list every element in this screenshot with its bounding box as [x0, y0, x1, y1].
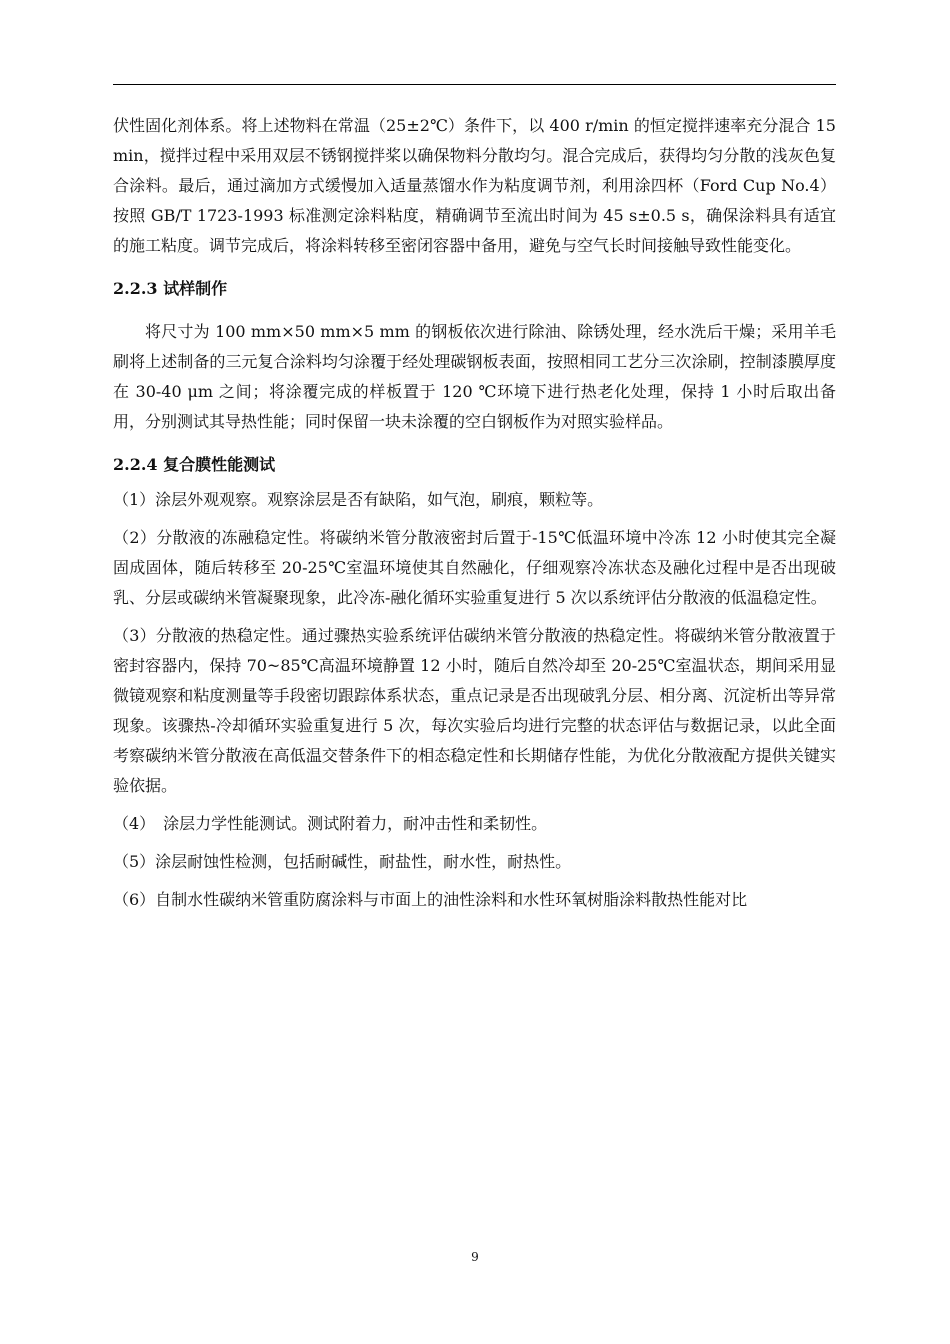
test-item-3: （3）分散液的热稳定性。通过骤热实验系统评估碳纳米管分散液的热稳定性。将碳纳米管分散液置于密封容器内，保持 70~85℃高温环境静置 12 小时，随后自然冷却至 20-25℃室温状态，期间采用显微镜观察和粘度测量等手段密切跟踪体系状态，重点记录是否出现破乳分层、相分离、沉淀析出等异常现象。该骤热-冷却循环实验重复进行 5 次，每次实验后均进行完整的状态评估与数据记录，以此全面考察碳纳米管分散液在高低温交替条件下的相态稳定性和长期储存性能，为优化分散液配方提供关键实验依据。: [113, 626, 836, 795]
test-item-1: （1）涂层外观观察。观察涂层是否有缺陷，如气泡，刷痕，颗粒等。: [113, 490, 604, 509]
page-number: 9: [471, 1250, 479, 1264]
header-rule: [113, 84, 836, 85]
test-item-5: （5）涂层耐蚀性检测，包括耐碱性，耐盐性，耐水性，耐热性。: [113, 852, 572, 871]
paragraph-sample-prep: 将尺寸为 100 mm×50 mm×5 mm 的钢板依次进行除油、除锈处理，经水洗后干燥；采用羊毛刷将上述制备的三元复合涂料均匀涂覆于经处理碳钢板表面，按照相同工艺分三次涂刷，控制漆膜厚度在 30-40 μm 之间；将涂覆完成的样板置于 120 ℃环境下进行热老化处理，保持 1 小时后取出备用，分别测试其导热性能；同时保留一块未涂覆的空白钢板作为对照实验样品。: [113, 322, 836, 431]
document-body: [113, 111, 836, 915]
test-item-6: （6）自制水性碳纳米管重防腐涂料与市面上的油性涂料和水性环氧树脂涂料散热性能对比: [113, 890, 748, 909]
test-item-4: （4） 涂层力学性能测试。测试附着力，耐冲击性和柔韧性。: [113, 814, 548, 833]
paragraph-intro: 伏性固化剂体系。将上述物料在常温（25±2℃）条件下，以 400 r/min 的恒定搅拌速率充分混合 15 min，搅拌过程中采用双层不锈钢搅拌桨以确保物料分散均匀。混合完成后，获得均匀分散的浅灰色复合涂料。最后，通过滴加方式缓慢加入适量蒸馏水作为粘度调节剂，利用涂四杯（Ford Cup No.4）按照 GB/T 1723-1993 标准测定涂料粘度，精确调节至流出时间为 45 s±0.5 s，确保涂料具有适宜的施工粘度。调节完成后，将涂料转移至密闭容器中备用，避免与空气长时间接触导致性能变化。: [113, 116, 836, 255]
test-item-2: （2）分散液的冻融稳定性。将碳纳米管分散液密封后置于-15℃低温环境中冷冻 12 小时使其完全凝固成固体，随后转移至 20-25℃室温环境使其自然融化，仔细观察冷冻状态及融化过程中是否出现破乳、分层或碳纳米管凝聚现象，此冷冻-融化循环实验重复进行 5 次以系统评估分散液的低温稳定性。: [113, 528, 836, 607]
heading-2-2-3: 2.2.3 试样制作: [113, 279, 228, 298]
heading-2-2-4: 2.2.4 复合膜性能测试: [113, 455, 276, 474]
